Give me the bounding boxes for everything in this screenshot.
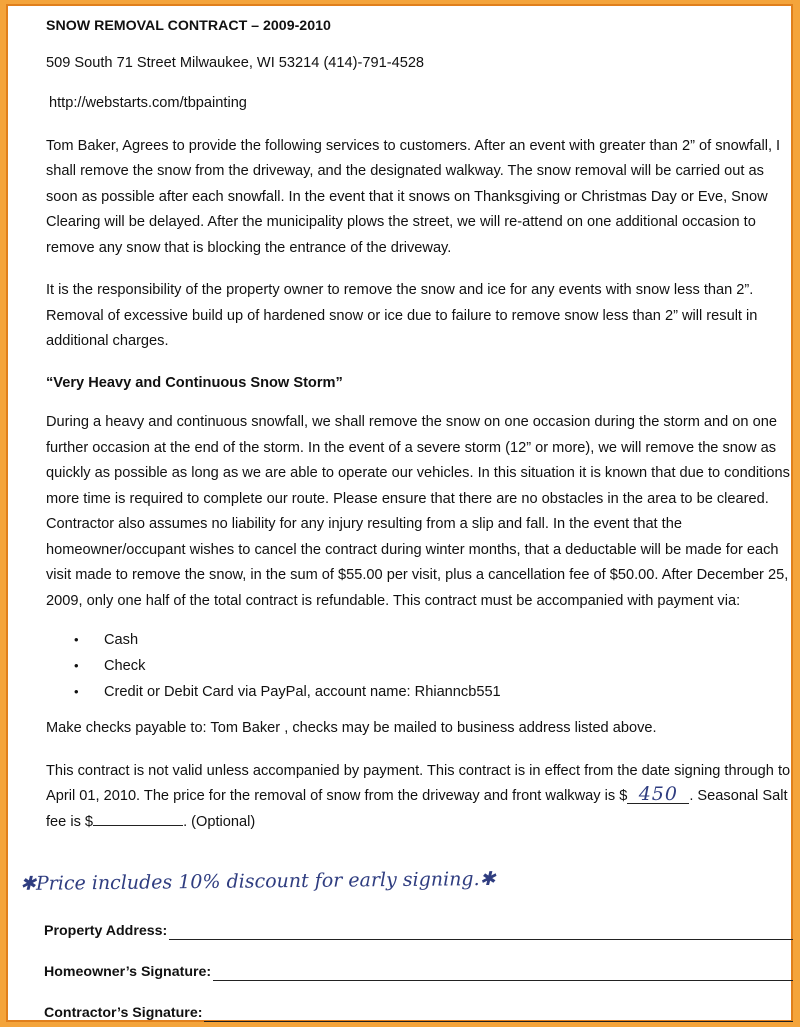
handwritten-discount-note: ✱Price includes 10% discount for early signing.✱ [19, 867, 496, 895]
contract-page [19, 14, 798, 1021]
payment-method-card: Credit or Debit Card via PayPal, account name: Rhianncb551 [104, 684, 501, 700]
salt-fee-field[interactable] [93, 811, 183, 826]
homeowner-signature-label: Homeowner’s Signature: [44, 964, 212, 980]
contract-title: SNOW REMOVAL CONTRACT – 2009-2010 [46, 18, 331, 34]
services-paragraph: Tom Baker, Agrees to provide the following services to customers. After an event with greater than 2” of snowfall, I shall remove the snow from the driveway, and the designated walkway. The snow removal will be carried out as soon as possible after each snowfall. In the event that it snows on Thanksgiving or Christmas Day or Eve, Snow Clearing will be delayed. After the municipality plows the street, we will re-attend on one additional occasion to remove any snow that is blocking the entrance of the driveway. [46, 137, 781, 256]
contractor-signature-label: Contractor’s Signature: [44, 1005, 203, 1021]
business-address: 509 South 71 Street Milwaukee, WI 53214 (414)-791-4528 [46, 54, 425, 71]
validity-paragraph [46, 759, 798, 836]
payment-method-check: Check [104, 658, 146, 674]
list-item [46, 627, 798, 653]
document-frame [6, 4, 793, 1022]
bullet-icon: • [74, 658, 79, 673]
salt-fee-text: . Seasonal Salt fee is $ [46, 788, 788, 830]
homeowner-signature-line[interactable] [213, 980, 793, 981]
responsibility-paragraph: It is the responsibility of the property owner to remove the snow and ice for any events with snow less than 2”. Removal of excessive build up of hardened snow or ice due to failure to remove snow less than 2” will result in additional charges. [46, 282, 758, 349]
contractor-signature-row [44, 1001, 796, 1027]
website-link[interactable]: http://webstarts.com/tbpainting [49, 95, 247, 111]
homeowner-signature-row [44, 960, 796, 986]
property-address-line[interactable] [169, 939, 793, 940]
validity-text: This contract is not valid unless accompanied by payment. This contract is in effect from the date signing through to April 01, 2010. The price for the removal of snow from the driveway and front walkway is $ [46, 762, 791, 804]
contractor-signature-line[interactable] [204, 1021, 793, 1022]
list-item [46, 679, 798, 705]
property-address-row [44, 919, 796, 945]
payment-method-cash: Cash [104, 632, 139, 648]
price-field[interactable]: 450 [627, 785, 689, 804]
optional-text: . (Optional) [183, 813, 256, 830]
payment-methods-list [46, 627, 798, 705]
storm-paragraph: During a heavy and continuous snowfall, we shall remove the snow on one occasion during the storm and on one further occasion at the end of the storm. In the event of a severe storm (12” or more), we will remove the snow as quickly as possible as long as we are able to operate our vehicles. In this situation it is known that due to conditions more time is required to complete our route. Please ensure that there are no obstacles in the area to be cleared. Contractor also assumes no liability for any injury resulting from a slip and fall. In the event that the homeowner/occupant wishes to cancel the contract during winter months, that a deductable will be made for each visit made to remove the snow, in the sum of $55.00 per visit, plus a cancellation fee of $50.00. After December 25, 2009, only one half of the total contract is refundable. This contract must be accompanied with payment via: [46, 414, 790, 609]
list-item [46, 653, 798, 679]
storm-heading: “Very Heavy and Continuous Snow Storm” [46, 374, 343, 391]
checks-payable-text: Make checks payable to: Tom Baker , checks may be mailed to business address listed above. [46, 720, 657, 736]
property-address-label: Property Address: [44, 923, 168, 939]
bullet-icon: • [74, 684, 79, 699]
bullet-icon: • [74, 632, 79, 647]
